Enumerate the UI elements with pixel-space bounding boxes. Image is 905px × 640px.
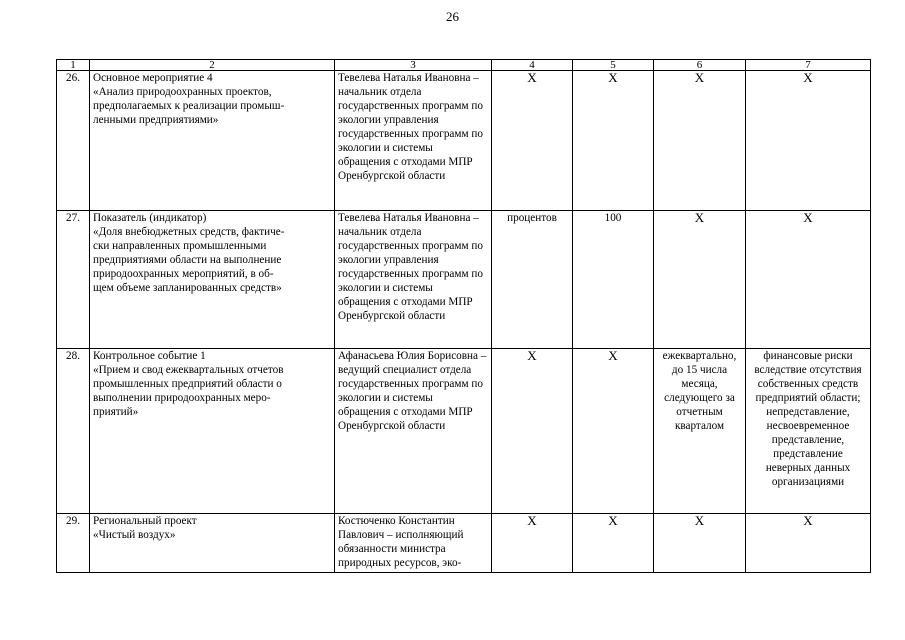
- table-row: [57, 71, 871, 211]
- unit-cell: Х: [492, 71, 573, 211]
- risks-cell: финансовые риски вследствие отсутствия собственных средств предприятий области; непредставление, несвоевременное представление, представление неверных данных организациями: [746, 349, 871, 514]
- table-row: [57, 211, 871, 349]
- row-number: 26.: [57, 71, 90, 211]
- table-header-row: [57, 60, 871, 71]
- column-header: 5: [573, 60, 654, 71]
- deadline-cell: Х: [654, 211, 746, 349]
- table-row: [57, 349, 871, 514]
- risks-cell: Х: [746, 514, 871, 573]
- measure-title: Основное мероприятие 4 «Анализ природоохранных проектов, предполагаемых к реализации промыш- ленными предприятиями»: [90, 71, 335, 211]
- responsible-person: Тевелева Наталья Ивановна – начальник отдела государственных программ по экологии управления государственных программ по экологии и системы обращения с отходами МПР Оренбургской области: [335, 211, 492, 349]
- column-header: 7: [746, 60, 871, 71]
- deadline-cell: Х: [654, 71, 746, 211]
- responsible-person: Костюченко Константин Павлович – исполняющий обязанности министра природных ресурсов, эко-: [335, 514, 492, 573]
- risks-cell: Х: [746, 71, 871, 211]
- row-number: 27.: [57, 211, 90, 349]
- value-cell: Х: [573, 71, 654, 211]
- column-header: 1: [57, 60, 90, 71]
- value-cell: 100: [573, 211, 654, 349]
- plan-table: [56, 59, 871, 573]
- measure-title: Показатель (индикатор) «Доля внебюджетных средств, фактиче- ски направленных промышленными предприятиями области на выполнение природоохранных мероприятий, в об- щем объеме запланированных средств»: [90, 211, 335, 349]
- page-number: 26: [446, 9, 459, 24]
- measure-title: Контрольное событие 1 «Прием и свод ежеквартальных отчетов промышленных предприятий области о выполнении природоохранных меро- приятий»: [90, 349, 335, 514]
- column-header: 4: [492, 60, 573, 71]
- unit-cell: Х: [492, 514, 573, 573]
- deadline-cell: Х: [654, 514, 746, 573]
- unit-cell: Х: [492, 349, 573, 514]
- responsible-person: Афанасьева Юлия Борисовна – ведущий специалист отдела государственных программ по экологии и системы обращения с отходами МПР Оренбургской области: [335, 349, 492, 514]
- risks-cell: Х: [746, 211, 871, 349]
- column-header: 3: [335, 60, 492, 71]
- deadline-cell: ежеквартально, до 15 числа месяца, следующего за отчетным кварталом: [654, 349, 746, 514]
- table-row: [57, 514, 871, 573]
- value-cell: Х: [573, 514, 654, 573]
- responsible-person: Тевелева Наталья Ивановна – начальник отдела государственных программ по экологии управления государственных программ по экологии и системы обращения с отходами МПР Оренбургской области: [335, 71, 492, 211]
- column-header: 6: [654, 60, 746, 71]
- value-cell: Х: [573, 349, 654, 514]
- row-number: 28.: [57, 349, 90, 514]
- unit-cell: процентов: [492, 211, 573, 349]
- measure-title: Региональный проект «Чистый воздух»: [90, 514, 335, 573]
- row-number: 29.: [57, 514, 90, 573]
- column-header: 2: [90, 60, 335, 71]
